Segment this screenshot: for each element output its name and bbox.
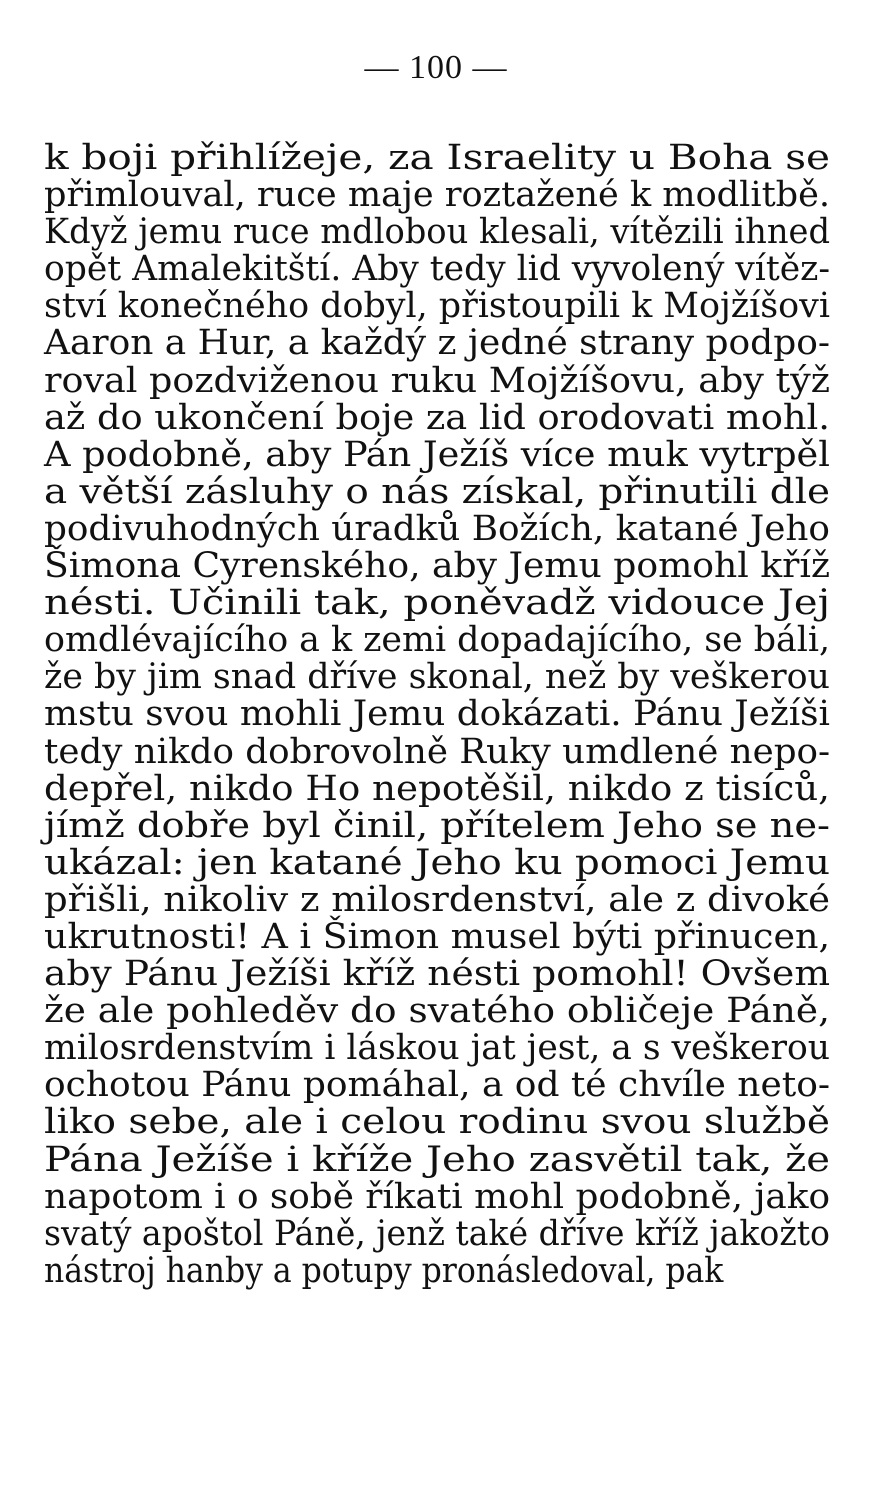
text-line: k boji přihlížeje, za Israelity u Boha se bbox=[44, 138, 831, 178]
text-line: ství konečného dobyl, přistoupili k Mojžíšovi bbox=[44, 286, 831, 327]
text-line: a větší zásluhy o nás získal, přinutili dle bbox=[44, 471, 831, 512]
page-number: — 100 — bbox=[364, 49, 508, 86]
body-text bbox=[44, 140, 830, 1290]
text-line: omdlévajícího a k zemi dopadajícího, se báli, bbox=[44, 620, 831, 661]
text-line: jímž dobře byl činil, přítelem Jeho se ne- bbox=[44, 805, 831, 846]
text-line: nésti. Učinili tak, poněvadž vidouce Jej bbox=[44, 583, 830, 624]
text-line: Aaron a Hur, a každý z jedné strany podpo- bbox=[44, 323, 830, 364]
text-line: mstu svou mohli Jemu dokázati. Pánu Ježíši bbox=[44, 694, 830, 735]
text-line: ochotou Pánu pomáhal, a od té chvíle neto- bbox=[44, 1065, 830, 1106]
text-line: liko sebe, ale i celou rodinu svou službě bbox=[44, 1102, 831, 1143]
text-line: přišli, nikoliv z milosrdenství, ale z divoké bbox=[44, 879, 831, 920]
text-line: Když jemu ruce mdlobou klesali, vítězili ihned bbox=[44, 212, 831, 253]
text-line: až do ukončení boje za lid orodovati mohl. bbox=[44, 397, 830, 438]
text-line: že ale pohleděv do svatého obličeje Páně, bbox=[44, 991, 830, 1032]
text-line: přimlouval, ruce maje roztažené k modlitbě. bbox=[44, 175, 831, 216]
text-line: Šimona Cyrenského, aby Jemu pomohl kříž bbox=[44, 546, 830, 587]
text-line: že by jim snad dříve skonal, než by veškerou bbox=[44, 657, 830, 698]
text-line: A podobně, aby Pán Ježíš více muk vytrpěl bbox=[44, 434, 830, 475]
text-line: svatý apoštol Páně, jenž také dříve kříž jakožto bbox=[44, 1213, 830, 1254]
text-line: Pána Ježíše i kříže Jeho zasvětil tak, že bbox=[44, 1139, 830, 1180]
text-line: tedy nikdo dobrovolně Ruky umdlené nepo- bbox=[44, 731, 831, 772]
text-line: milosrdenstvím i láskou jat jest, a s veškerou bbox=[44, 1028, 830, 1069]
text-line: aby Pánu Ježíši kříž nésti pomohl! Ovšem bbox=[44, 954, 831, 995]
text-line: nástroj hanby a potupy pronásledoval, pak bbox=[44, 1250, 724, 1291]
text-line: podivuhodných úradků Božích, katané Jeho bbox=[44, 508, 830, 549]
text-line: depřel, nikdo Ho nepotěšil, nikdo z tisíců, bbox=[44, 768, 830, 809]
text-line: roval pozdviženou ruku Mojžíšovu, aby týž bbox=[44, 360, 831, 401]
text-line: napotom i o sobě říkati mohl podobně, jako bbox=[44, 1176, 831, 1217]
text-line: opět Amalekitští. Aby tedy lid vyvolený vítěz- bbox=[44, 249, 831, 290]
text-line: ukrutnosti! A i Šimon musel býti přinucen, bbox=[44, 916, 831, 957]
text-line: ukázal: jen katané Jeho ku pomoci Jemu bbox=[44, 842, 830, 883]
